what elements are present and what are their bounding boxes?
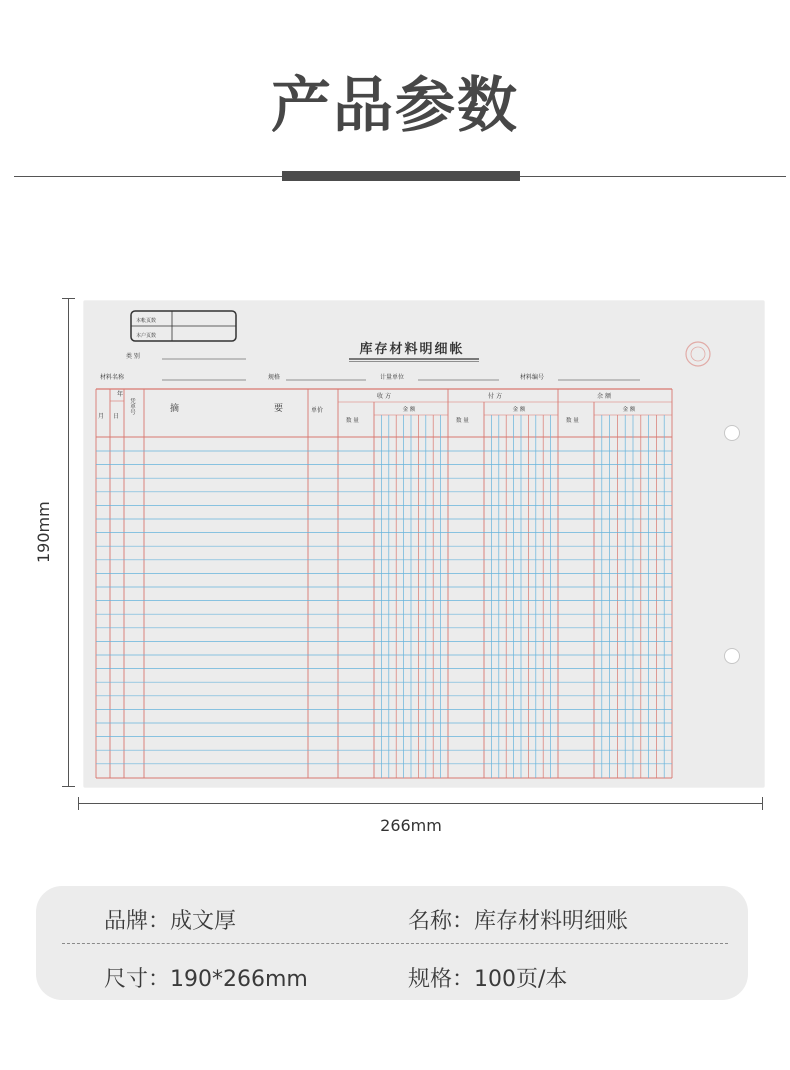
size-row: [104, 962, 308, 993]
col-day: 日: [113, 413, 120, 420]
col-amount-balance: 金 额: [622, 407, 636, 413]
col-issue: 付 方: [488, 393, 502, 400]
col-quantity-receive: 数 量: [346, 418, 359, 424]
col-year: 年: [117, 391, 124, 398]
col-summary-1: 摘: [170, 404, 180, 414]
brand-row: [104, 904, 236, 935]
unit-label: 计量单位: [380, 374, 405, 381]
publisher-seal: [686, 342, 710, 366]
page-title: 产品参数: [271, 71, 519, 141]
binding-hole-bottom: [724, 648, 740, 664]
size-label: 尺寸：: [104, 967, 171, 992]
col-amount-issue: 金 额: [512, 407, 526, 413]
size-value: 190*266mm: [170, 967, 308, 992]
title-accent-bar: [282, 171, 520, 181]
height-dimension-cap-bottom: [62, 786, 75, 787]
ledger-grid: [96, 389, 672, 778]
spec-card: [36, 886, 748, 1000]
ledger-sheet-drawing: [84, 301, 764, 787]
format-row: [408, 962, 567, 993]
name-value: 库存材料明细账: [474, 909, 629, 934]
brand-value: 成文厚: [170, 909, 237, 934]
height-dimension-cap-top: [62, 298, 75, 299]
spec-label: 规格: [268, 374, 281, 381]
material-no-label: 材料编号: [520, 374, 545, 381]
width-dimension-line: [78, 803, 762, 804]
name-row: [408, 904, 628, 935]
binding-hole-top: [724, 425, 740, 441]
col-quantity-issue: 数 量: [456, 418, 469, 424]
col-month: 月: [98, 413, 105, 420]
spec-divider: [62, 943, 728, 944]
col-balance: 余 额: [597, 393, 611, 400]
material-name-label: 材料名称: [100, 374, 125, 381]
col-receive: 收 方: [377, 393, 391, 400]
col-voucher: 凭单号: [129, 398, 135, 415]
format-value: 100页/本: [474, 967, 568, 992]
col-summary-2: 要: [274, 404, 284, 414]
name-label: 名称：: [408, 909, 475, 934]
brand-label: 品牌：: [104, 909, 171, 934]
ledger-sheet-image: [84, 301, 764, 787]
col-unit-price: 单价: [311, 407, 324, 414]
col-amount-receive: 金 额: [402, 407, 416, 413]
col-quantity-balance: 数 量: [566, 418, 579, 424]
width-dimension-label: 266mm: [380, 816, 442, 835]
height-dimension-label: 190mm: [34, 501, 53, 563]
category-label: 类 别: [126, 353, 140, 360]
ledger-title: 库存材料明细帐: [359, 342, 465, 357]
account-page-label: 本户页数: [136, 333, 157, 339]
height-dimension-line: [68, 298, 69, 786]
page-count-label: 本帐页数: [136, 318, 157, 324]
width-dimension-cap-right: [762, 797, 763, 810]
width-dimension-cap-left: [78, 797, 79, 810]
format-label: 规格：: [408, 967, 475, 992]
